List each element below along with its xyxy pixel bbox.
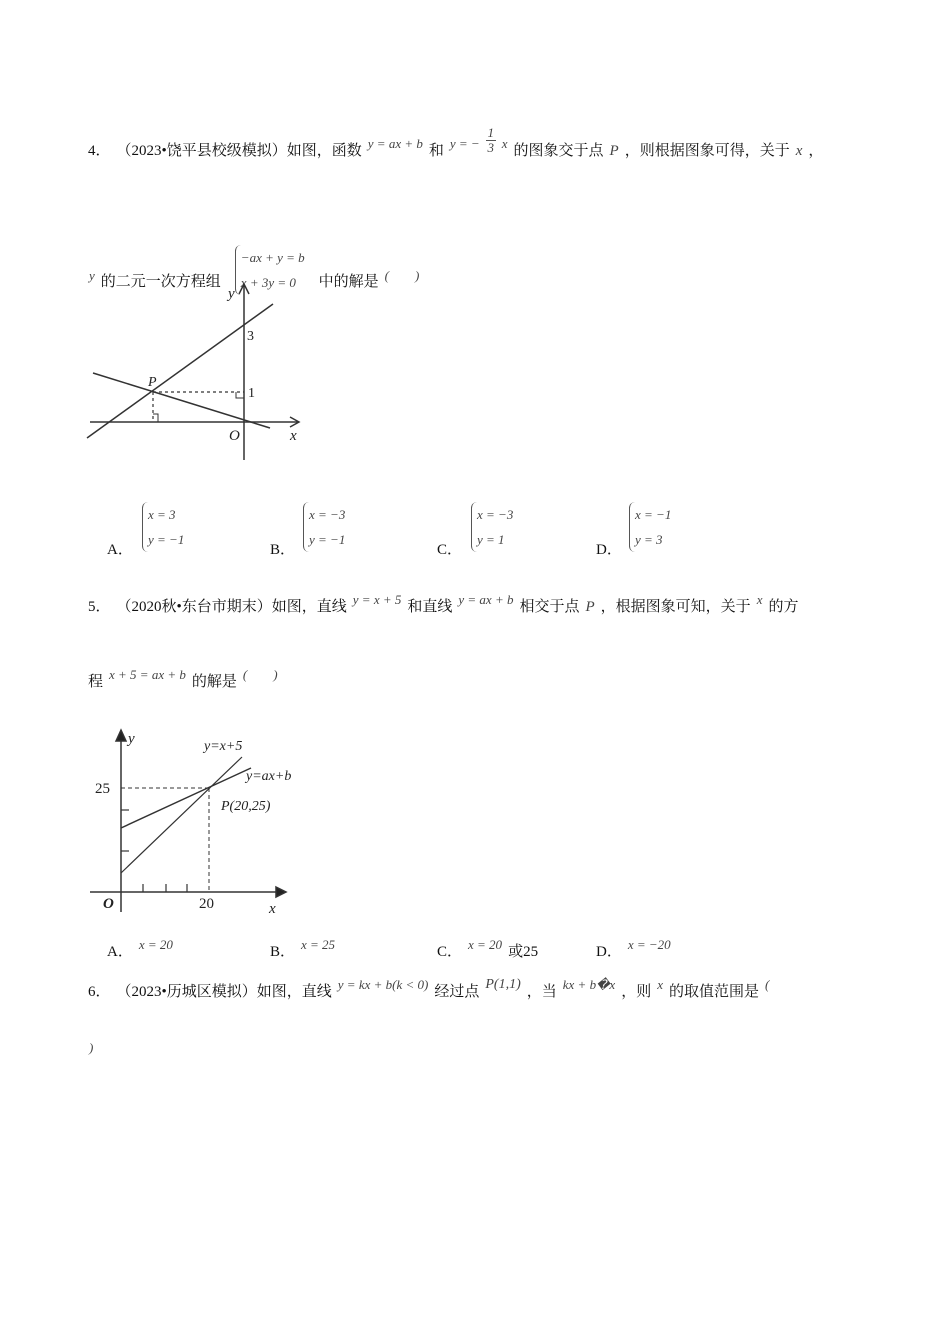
- equation: x + 5 = ax + b: [109, 667, 186, 682]
- origin-label: O: [229, 428, 240, 444]
- variable: x: [657, 977, 663, 992]
- y-label: y: [128, 731, 135, 747]
- figure-q5: [0, 700, 950, 930]
- equation: x + 3y = 0: [240, 275, 296, 290]
- equation: x = 3: [148, 507, 176, 522]
- tick-label: 25: [95, 781, 110, 797]
- option-c[interactable]: [471, 502, 513, 552]
- text: 中的解是: [318, 274, 379, 290]
- variable: x: [756, 592, 763, 607]
- option-a-label[interactable]: A．: [107, 542, 133, 558]
- x-label: x: [290, 428, 297, 444]
- equation: y = −1: [148, 532, 185, 547]
- equation: y = −: [449, 136, 480, 151]
- option-b-label[interactable]: B．: [270, 944, 296, 960]
- question-source: （2023•饶平县校级模拟）如图，函数: [116, 143, 362, 159]
- equation: −ax + y = b: [240, 250, 305, 265]
- option-b-row: [270, 937, 336, 961]
- line-label: y=x+5: [204, 739, 243, 754]
- equation: y = 1: [477, 532, 505, 547]
- option-d-label[interactable]: D．: [596, 944, 622, 960]
- equation: kx + b�x: [562, 977, 616, 992]
- option-c[interactable]: x = 20: [468, 937, 503, 952]
- point: P(1,1): [485, 977, 521, 992]
- question-5-line-1: [88, 592, 799, 616]
- text: 的取值范围是: [668, 984, 759, 1000]
- tick-label: 3: [247, 329, 254, 344]
- equation: y = x + 5: [352, 592, 402, 607]
- text: ，则: [621, 984, 652, 1000]
- option-b-label[interactable]: B．: [270, 542, 296, 558]
- text: 的解是: [191, 674, 237, 690]
- option-c-suffix: 或25: [508, 944, 539, 960]
- option-c-label[interactable]: C．: [437, 944, 463, 960]
- equation: y = ax + b: [367, 136, 423, 151]
- option-a[interactable]: x = 20: [138, 937, 173, 952]
- x-axis-arrow: [276, 887, 286, 897]
- option-b[interactable]: [303, 502, 345, 552]
- y-axis-arrow: [116, 730, 126, 741]
- question-number: 5．: [88, 599, 111, 615]
- question-number: 6．: [88, 984, 111, 1000]
- right-angle-mark: [153, 414, 158, 422]
- text: 经过点: [434, 984, 480, 1000]
- text: 和直线: [407, 599, 453, 615]
- y-label: y: [228, 286, 235, 302]
- point-label: P: [148, 375, 157, 390]
- answer-blank: (: [765, 977, 770, 992]
- figure-q4: [0, 0, 950, 480]
- point-label: P(20,25): [221, 799, 271, 814]
- text: 的二元一次方程组: [100, 274, 221, 290]
- text: 程: [88, 674, 104, 690]
- text: 的方: [768, 599, 799, 615]
- variable: y: [89, 268, 95, 283]
- option-a-label[interactable]: A．: [107, 944, 133, 960]
- text: 和: [428, 143, 444, 159]
- fraction-denominator: 3: [487, 140, 494, 155]
- option-b[interactable]: x = 25: [301, 937, 336, 952]
- option-c-row: [437, 937, 539, 961]
- option-d-row: [596, 937, 671, 961]
- answer-blank: ): [89, 1040, 94, 1055]
- equation: x = −3: [309, 507, 346, 522]
- variable: x: [795, 143, 803, 159]
- line-x-plus-5: [121, 757, 242, 873]
- text: 相交于点: [519, 599, 580, 615]
- question-source: （2023•历城区模拟）如图，直线: [116, 984, 332, 1000]
- equation: x = −3: [477, 507, 514, 522]
- line-label: y=ax+b: [246, 769, 292, 784]
- equation: x = −1: [635, 507, 672, 522]
- question-5-line-2: [88, 667, 278, 691]
- option-c-label[interactable]: C．: [437, 542, 463, 558]
- text: ，: [808, 143, 824, 159]
- question-number: 4．: [88, 143, 111, 159]
- option-d[interactable]: [629, 502, 671, 552]
- question-6-line-1: [88, 977, 770, 1001]
- option-d[interactable]: x = −20: [627, 937, 671, 952]
- equation: x: [501, 136, 508, 151]
- option-a[interactable]: [142, 502, 184, 552]
- tick-label: 1: [248, 386, 255, 401]
- equation: y = 3: [635, 532, 663, 547]
- text: ，当: [526, 984, 557, 1000]
- line-ax-b: [121, 768, 251, 828]
- x-label: x: [269, 901, 276, 917]
- right-angle-mark: [236, 392, 244, 398]
- line-ax-b: [87, 304, 273, 438]
- fraction-numerator: 1: [487, 125, 494, 140]
- option-d-label[interactable]: D．: [596, 542, 622, 558]
- variable: P: [585, 599, 595, 615]
- answer-blank: ( ): [242, 667, 278, 682]
- origin-label: O: [103, 896, 114, 912]
- equation: y = ax + b: [458, 592, 514, 607]
- equation: y = kx + b(k < 0): [337, 977, 429, 992]
- question-source: （2020秋•东台市期末）如图，直线: [116, 599, 347, 615]
- option-a-row: [107, 937, 173, 961]
- equation: y = −1: [309, 532, 346, 547]
- tick-label: 20: [199, 896, 214, 912]
- text: 的图象交于点: [513, 143, 604, 159]
- variable: P: [609, 143, 619, 159]
- answer-blank: ( ): [384, 268, 420, 283]
- text: ，则根据图象可得，关于: [624, 143, 790, 159]
- text: ，根据图象可知，关于: [600, 599, 751, 615]
